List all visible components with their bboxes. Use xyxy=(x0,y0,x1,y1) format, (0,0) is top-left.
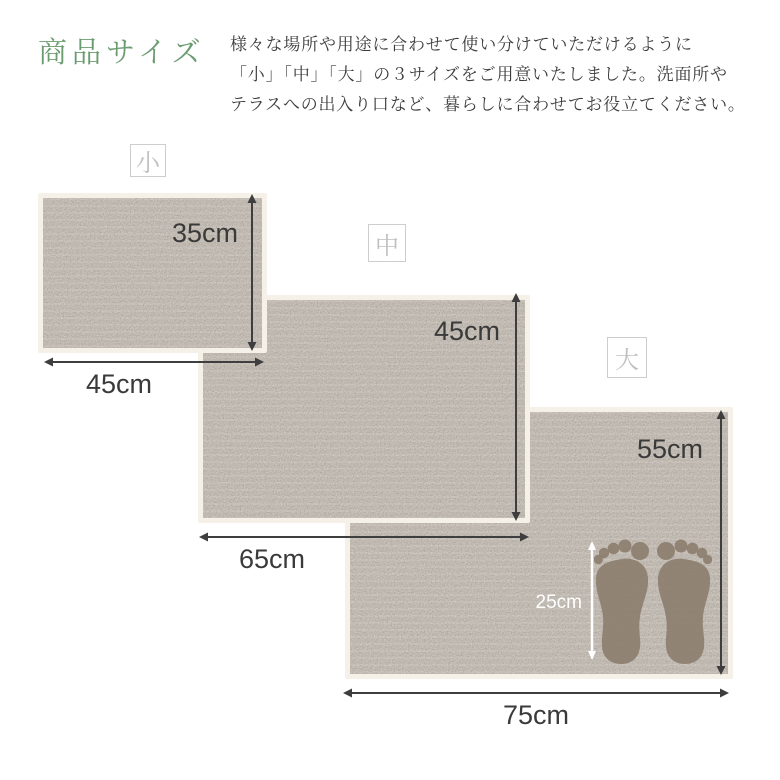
page-title: 商品サイズ xyxy=(38,37,206,69)
description-paragraph xyxy=(230,30,775,120)
label-large-height: 55cm xyxy=(636,434,703,464)
size-badge-small: 小 xyxy=(130,144,166,177)
label-medium-height: 45cm xyxy=(433,316,500,346)
label-large-width: 75cm xyxy=(502,700,570,730)
size-badge-large: 大 xyxy=(607,337,647,378)
label-small-height: 35cm xyxy=(171,218,238,248)
description-line-3: テラスへの出入り口など、暮らしに合わせてお役立てください。 xyxy=(230,95,746,114)
arrow-large-width xyxy=(343,689,729,698)
footprints-icon xyxy=(594,537,712,665)
label-medium-width: 65cm xyxy=(238,544,306,574)
description-line-1: 様々な場所や用途に合わせて使い分けていただけるように xyxy=(230,35,693,54)
description-line-2: 「小」「中」「大」の３サイズをご用意いたしました。洗面所や xyxy=(230,65,728,84)
label-foot-height: 25cm xyxy=(535,592,582,613)
mat-small xyxy=(38,193,267,353)
right-footprint xyxy=(657,540,712,665)
left-footprint xyxy=(594,540,649,665)
label-small-width: 45cm xyxy=(85,369,153,399)
size-badge-medium: 中 xyxy=(368,224,406,262)
